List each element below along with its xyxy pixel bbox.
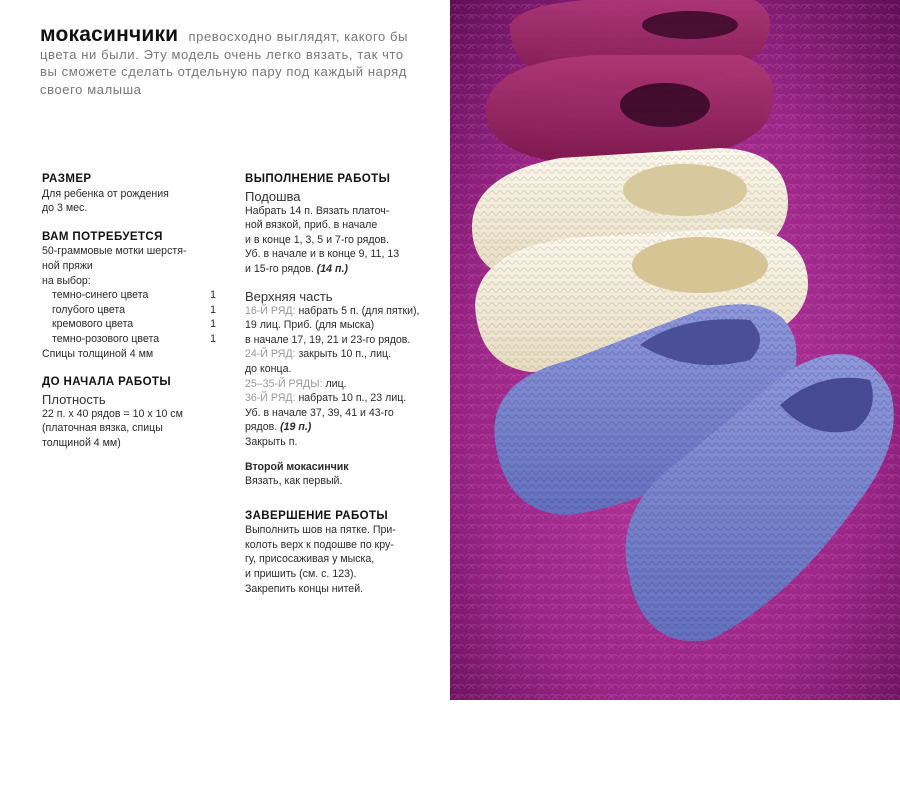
yarn-color-item (42, 303, 216, 318)
pattern-title: мокасинчики (40, 23, 179, 46)
size-line: до 3 мес. (42, 202, 88, 215)
intro-text: превосходно выглядят, какого бы цвета ни были. Эту модель очень легко вязать, так что вы сможете сделать отдельную пару под каждый наряд своего малыша (40, 29, 409, 97)
row-36-text: рядов. (245, 421, 278, 434)
row-16-text: набрать 5 п. (для пятки), (298, 304, 420, 317)
row-25-label: 25–35-Й РЯДЫ: (245, 377, 323, 390)
sole-line: Набрать 14 п. Вязать платоч- (245, 204, 390, 217)
row-25-line (245, 377, 435, 392)
before-heading: ДО НАЧАЛА РАБОТЫ (42, 376, 172, 389)
size-line: Для ребенка от рождения (42, 187, 169, 200)
sole-last-text: и 15-го рядов. (245, 262, 314, 275)
row-36-text: набрать 10 п., 23 лиц. (298, 392, 407, 405)
finish-line: и пришить (см. с. 123). (245, 568, 357, 581)
second-moccasin-title: Второй мокасинчик (245, 460, 349, 473)
row-24-line (245, 347, 435, 362)
moccasins-illustration (450, 0, 900, 700)
finish-heading: ЗАВЕРШЕНИЕ РАБОТЫ (245, 509, 389, 522)
row-16-label: 16-Й РЯД: (245, 304, 296, 317)
yarn-color-item (42, 317, 216, 332)
sole-line (245, 262, 435, 277)
moccasins-photo (450, 0, 900, 700)
row-36-line: Уб. в начале 37, 39, 41 и 43-го (245, 406, 394, 419)
row-24-label: 24-Й РЯД: (245, 348, 296, 361)
yarn-color-name: темно-розового цвета (52, 332, 160, 345)
yarn-color-qty: 1 (210, 332, 216, 345)
gauge-line: (платочная вязка, спицы (42, 422, 163, 435)
finish-line: колоть верх к подошве по кру- (245, 538, 394, 551)
size-heading: РАЗМЕР (42, 173, 92, 185)
row-25-text: лиц. (325, 377, 347, 390)
gauge-line: 22 п. х 40 рядов = 10 х 10 см (42, 407, 183, 420)
upper-subheading: Верхняя часть (245, 288, 333, 304)
yarn-color-qty: 1 (210, 318, 216, 331)
row-36-label: 36-Й РЯД: (245, 392, 296, 405)
finish-line: Закрепить концы нитей. (245, 582, 364, 595)
row-36-stitch-count: (19 п.) (280, 421, 312, 434)
materials-line: ной пряжи (42, 259, 93, 272)
yarn-color-name: темно-синего цвета (52, 289, 149, 302)
intro-paragraph (40, 23, 420, 98)
yarn-color-name: голубого цвета (52, 303, 126, 316)
row-16-line: в начале 17, 19, 21 и 23-го рядов. (245, 333, 411, 346)
second-moccasin-text: Вязать, как первый. (245, 475, 343, 488)
row-36-line (245, 420, 435, 435)
row-36-line (245, 391, 435, 406)
materials-heading: ВАМ ПОТРЕБУЕТСЯ (42, 230, 163, 243)
gauge-line: толщиной 4 мм) (42, 436, 121, 449)
yarn-color-item (42, 288, 216, 303)
row-24-text: закрыть 10 п., лиц. (298, 348, 392, 361)
work-heading: ВЫПОЛНЕНИЕ РАБОТЫ (245, 173, 391, 185)
finish-line: Выполнить шов на пятке. При- (245, 524, 396, 537)
close-line: Закрыть п. (245, 435, 298, 448)
yarn-color-name: кремового цвета (52, 318, 134, 331)
sole-line: Уб. в начале и в конце 9, 11, 13 (245, 248, 400, 261)
materials-line: 50-граммовые мотки шерстя- (42, 245, 187, 258)
finish-line: гу, присосаживая у мыска, (245, 553, 375, 566)
right-column (245, 172, 435, 596)
yarn-color-qty: 1 (210, 303, 216, 316)
row-16-line: 19 лиц. Приб. (для мыска) (245, 319, 375, 332)
needles-line: Спицы толщиной 4 мм (42, 347, 154, 360)
yarn-color-item (42, 332, 216, 347)
row-24-line: до конца. (245, 362, 292, 375)
materials-line: на выбор: (42, 274, 91, 287)
gauge-subheading: Плотность (42, 391, 106, 407)
yarn-color-qty: 1 (210, 289, 216, 302)
left-column (42, 172, 222, 451)
sole-stitch-count: (14 п.) (316, 262, 348, 275)
sole-line: и в конце 1, 3, 5 и 7-го рядов. (245, 233, 390, 246)
sole-line: ной вязкой, приб. в начале (245, 219, 378, 232)
sole-subheading: Подошва (245, 188, 301, 204)
row-16-line (245, 304, 435, 319)
